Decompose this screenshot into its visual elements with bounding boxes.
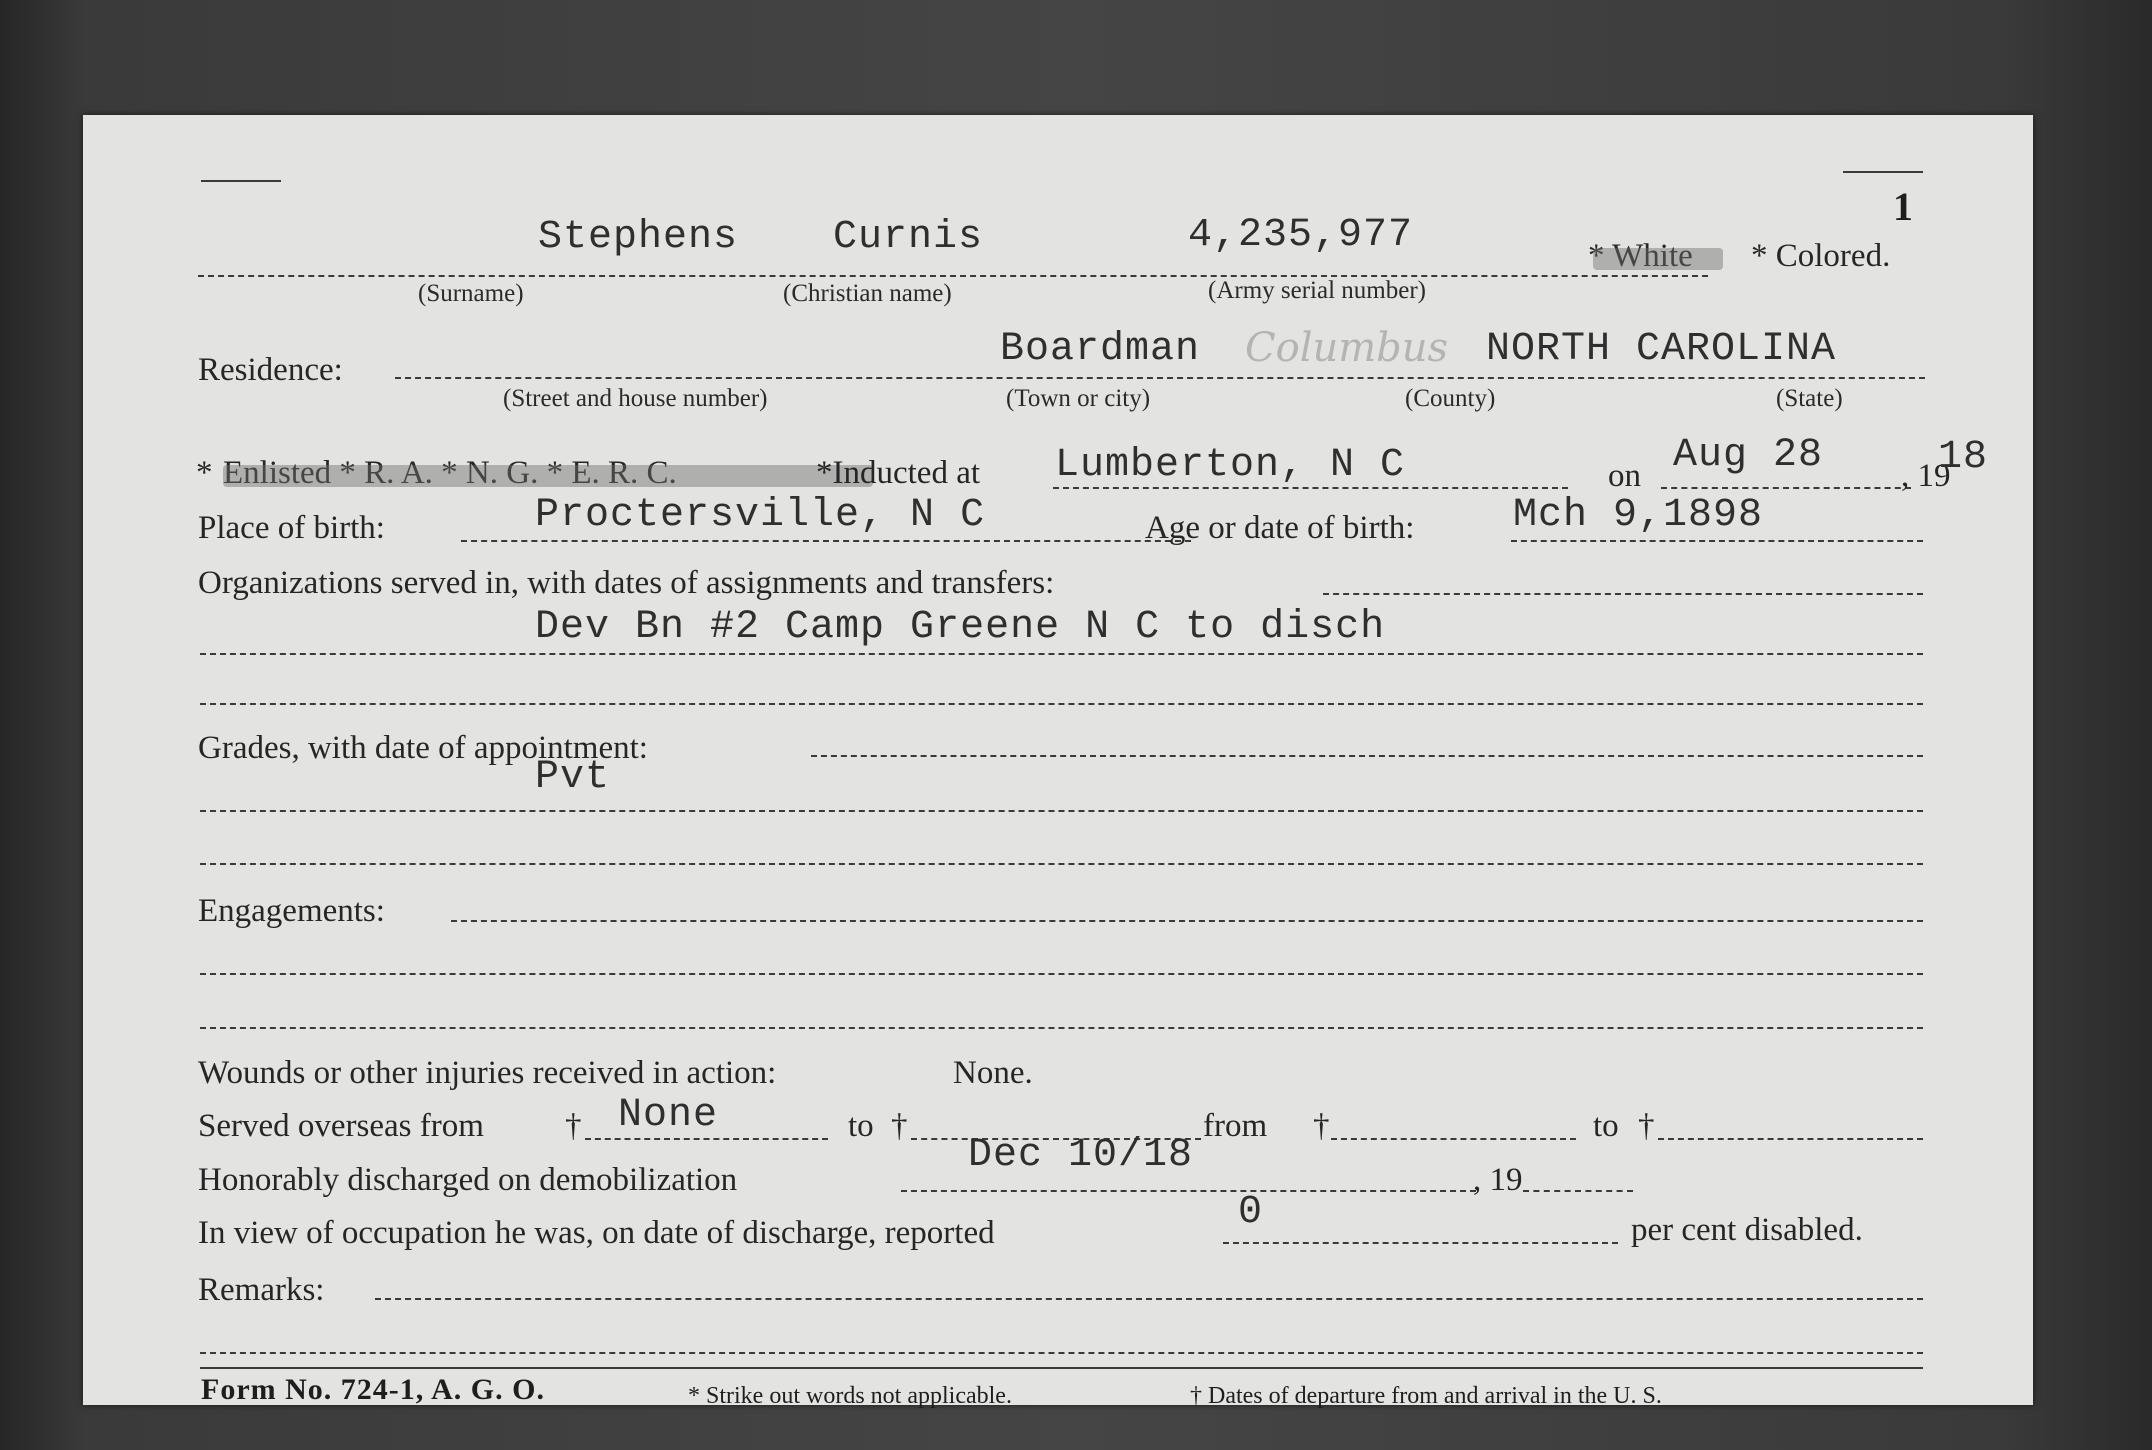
inducted-place-value: Lumberton, N C <box>1055 443 1406 488</box>
grades-line-3 <box>200 863 1923 865</box>
organizations-line-1 <box>1323 593 1923 595</box>
service-record-card <box>83 115 2033 1409</box>
surname-value: Stephens <box>538 215 739 260</box>
enlist-asterisk: * <box>196 455 213 491</box>
overseas-to-dagger: † <box>891 1108 908 1144</box>
overseas-to2-dagger: † <box>1638 1108 1655 1144</box>
inducted-date-value: Aug 28 <box>1673 433 1824 478</box>
state-caption: (State) <box>1776 385 1843 412</box>
top-right-rule <box>1843 171 1923 173</box>
enlist-options-strikeout <box>223 465 873 487</box>
town-value: Boardman <box>1000 327 1201 372</box>
grades-label: Grades, with date of appointment: <box>198 730 648 766</box>
discharge-label: Honorably discharged on demobilization <box>198 1162 738 1198</box>
street-caption: (Street and house number) <box>503 385 768 412</box>
town-caption: (Town or city) <box>1006 385 1151 412</box>
christian-name-value: Curnis <box>833 215 984 260</box>
form-number: Form No. 724-1, A. G. O. <box>201 1373 545 1406</box>
discharge-year-line <box>1523 1190 1633 1192</box>
wounds-value: None. <box>953 1055 1033 1091</box>
residence-label: Residence: <box>198 352 343 388</box>
county-caption: (County) <box>1405 385 1496 412</box>
engagements-line-1 <box>451 920 1923 922</box>
inducted-date-line <box>1661 487 1911 489</box>
overseas-to-label: to <box>848 1108 874 1144</box>
inducted-year-value: 18 <box>1938 435 1989 480</box>
overseas-label: Served overseas from <box>198 1108 484 1144</box>
engagements-line-2 <box>200 973 1923 975</box>
overseas-from-dagger: † <box>565 1108 582 1144</box>
age-label: Age or date of birth: <box>1145 510 1415 546</box>
birthplace-label: Place of birth: <box>198 510 385 546</box>
name-line <box>198 275 1708 277</box>
footer-rule <box>200 1367 1923 1369</box>
birth-date-line <box>1511 540 1923 542</box>
disability-value: 0 <box>1238 1190 1264 1235</box>
remarks-line-1 <box>375 1298 1923 1300</box>
overseas-to2-line <box>1658 1138 1923 1140</box>
on-label: on <box>1608 458 1641 494</box>
overseas-from-line <box>585 1138 828 1140</box>
overseas-from2-dagger: † <box>1313 1108 1330 1144</box>
birthplace-value: Proctersville, N C <box>535 493 986 538</box>
serial-number-value: 4,235,977 <box>1188 213 1414 258</box>
overseas-from2-label: from <box>1203 1108 1268 1144</box>
footnote-strike: * Strike out words not applicable. <box>688 1383 1012 1409</box>
race-colored-option: * Colored. <box>1751 238 1891 274</box>
inducted-label: *Inducted at <box>816 455 981 491</box>
serial-number-caption: (Army serial number) <box>1208 277 1426 304</box>
wounds-label: Wounds or other injuries received in action: <box>198 1055 777 1091</box>
top-left-rule <box>201 180 281 182</box>
remarks-label: Remarks: <box>198 1272 325 1308</box>
discharge-date-value: Dec 10/18 <box>968 1133 1194 1178</box>
card-number: 1 <box>1893 184 1913 229</box>
disability-line <box>1223 1242 1618 1244</box>
residence-line <box>395 377 1925 379</box>
disability-suffix: per cent disabled. <box>1631 1212 1863 1248</box>
inducted-line <box>1053 487 1568 489</box>
county-handwritten-value: Columbus <box>1245 325 1449 371</box>
organizations-line-2 <box>200 653 1923 655</box>
organizations-value: Dev Bn #2 Camp Greene N C to disch <box>535 605 1386 650</box>
engagements-line-3 <box>200 1027 1923 1029</box>
footnote-dates: † Dates of departure from and arrival in the U. S. <box>1190 1383 1662 1409</box>
disability-label: In view of occupation he was, on date of discharge, reported <box>198 1215 995 1251</box>
grades-value: Pvt <box>535 755 611 800</box>
grades-line-2 <box>200 810 1923 812</box>
race-white-option: * White <box>1588 238 1693 274</box>
remarks-line-2 <box>200 1352 1923 1354</box>
organizations-label: Organizations served in, with dates of assignments and transfers: <box>198 565 1055 601</box>
state-value: NORTH CAROLINA <box>1486 327 1837 372</box>
christian-name-caption: (Christian name) <box>783 280 952 307</box>
discharge-line <box>901 1190 1476 1192</box>
discharge-year-label: , 19 <box>1473 1162 1523 1198</box>
enlist-options: Enlisted * R. A. * N. G. * E. R. C. <box>223 455 677 491</box>
overseas-from-value: None <box>618 1093 719 1138</box>
race-white-strikeout <box>1593 248 1723 270</box>
birth-date-value: Mch 9,1898 <box>1513 493 1764 538</box>
surname-caption: (Surname) <box>418 280 524 307</box>
organizations-line-3 <box>200 703 1923 705</box>
overseas-to2-label: to <box>1593 1108 1619 1144</box>
year-prefix: , 19 <box>1901 458 1951 494</box>
overseas-from2-line <box>1331 1138 1576 1140</box>
birthplace-line <box>461 540 1191 542</box>
engagements-label: Engagements: <box>198 893 385 929</box>
grades-line-1 <box>811 755 1923 757</box>
